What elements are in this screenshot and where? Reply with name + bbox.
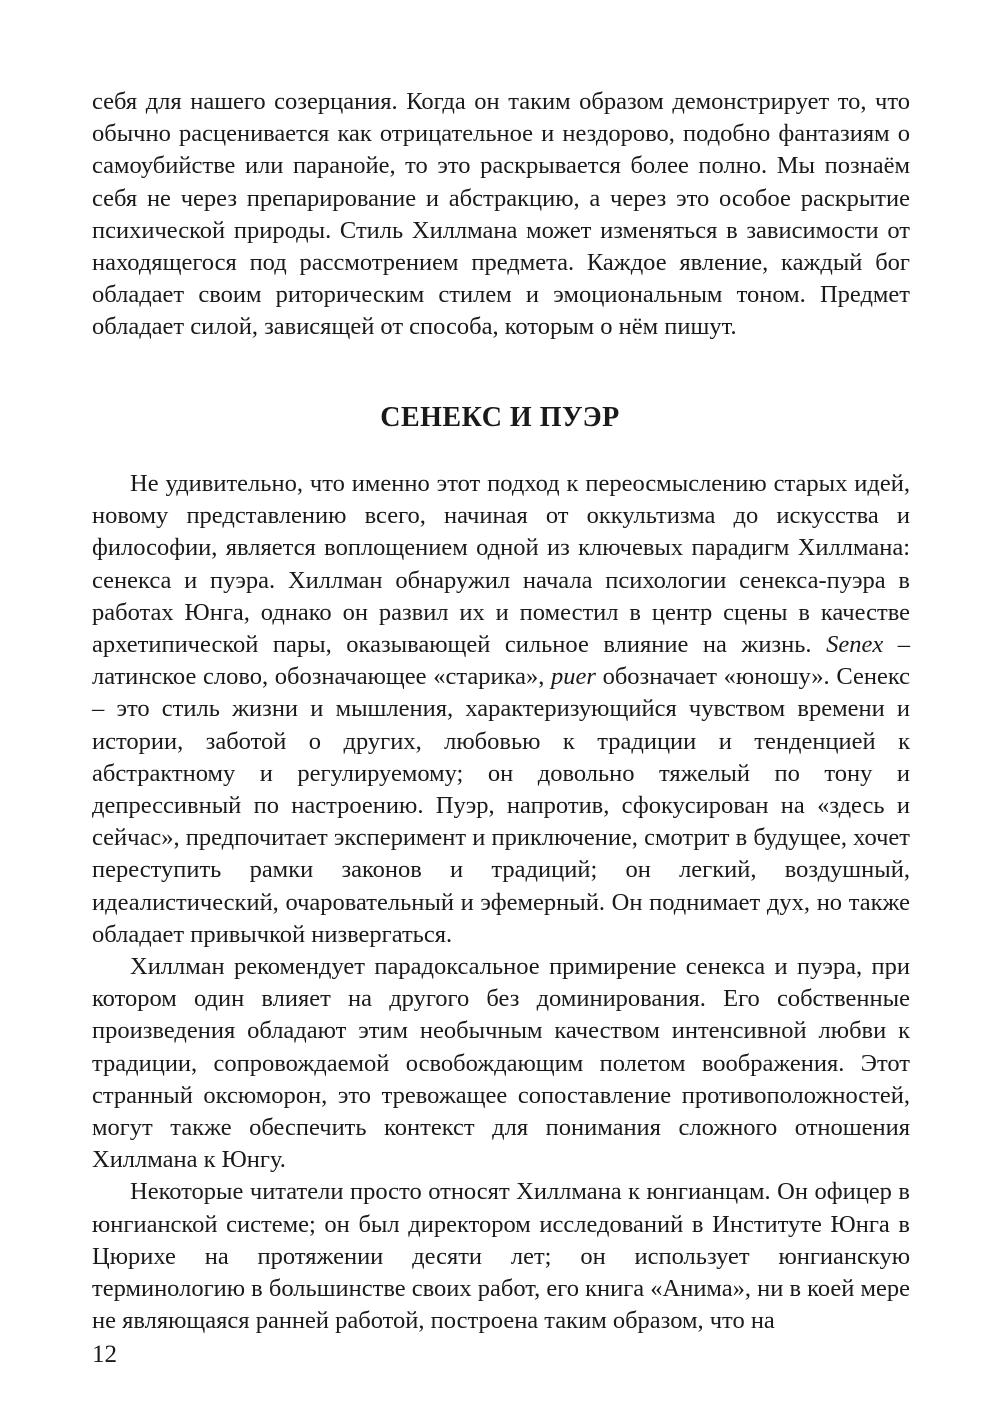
term-puer: puer — [551, 663, 596, 691]
opening-paragraph-block — [92, 86, 910, 344]
paragraph-text: Не удивительно, что именно этот подход к переосмыслению старых идей, новому представлению всего, начиная от оккультизма до искусства и философии, является воплощением одной из ключевых парадигм Хиллмана: сенекса и пуэра. Хиллман обнаружил начала психологии сенекса-пуэра в работах Юнга, однако он развил их и поместил в центр сцены в качестве архетипической пары, оказывающей сильное влияние на жизнь. — [92, 470, 910, 659]
paragraph-text: обозначает «юношу». Сенекс – это стиль жизни и мышления, характеризующийся чувством времени и истории, заботой о других, любовью к традиции и тенденцией к абстрактному и регулируемому; он довольно тяжелый по тону и депрессивный по настроению. Пуэр, напротив, сфокусирован на «здесь и сейчас», предпочитает эксперимент и приключение, смотрит в будущее, хочет переступить рамки законов и традиций; он легкий, воздушный, идеалистический, очаровательный и эфемерный. Он поднимает дух, но также обладает привычкой низвергаться. — [92, 663, 911, 948]
section-body — [92, 468, 910, 1337]
paragraph-senex-puer — [92, 468, 910, 951]
section-heading: СЕНЕКС И ПУЭР — [380, 402, 620, 433]
page-number: 12 — [92, 1341, 117, 1368]
paragraph-text: – латинское слово, обозначающее «старика», — [92, 631, 910, 691]
paragraph-reconciliation: Хиллман рекомендует парадоксальное примирение сенекса и пуэра, при котором один влияет на другого без доминирования. Его собственные произведения обладают этим необычным качеством интенсивной любви к традиции, сопровождаемой освобождающим полетом воображения. Этот странный оксюморон, это тревожащее сопоставление противоположностей, могут также обеспечить контекст для понимания сложного отношения Хиллмана к Юнгу. — [92, 953, 910, 1174]
term-senex: Senex — [826, 631, 884, 659]
paragraph-jungians: Некоторые читатели просто относят Хиллмана к юнгианцам. Он офицер в юнгианской системе; он был директором исследований в Институте Юнга в Цюрихе на протяжении десяти лет; он использует юнгианскую терминологию в большинстве своих работ, его книга «Анима», ни в коей мере не являющаяся ранней работой, построена таким образом, что на — [92, 1178, 910, 1335]
opening-paragraph: себя для нашего созерцания. Когда он таким образом демонстрирует то, что обычно расценивается как отрицательное и нездорово, подобно фантазиям о самоубийстве или паранойе, то это раскрывается более полно. Мы познаём себя не через препарирование и абстракцию, а через это особое раскрытие психической природы. Стиль Хиллмана может изменяться в зависимости от находящегося под рассмотрением предмета. Каждое явление, каждый бог обладает своим риторическим стилем и эмоциональным тоном. Предмет обладает силой, зависящей от способа, которым о нём пишут. — [92, 88, 910, 341]
